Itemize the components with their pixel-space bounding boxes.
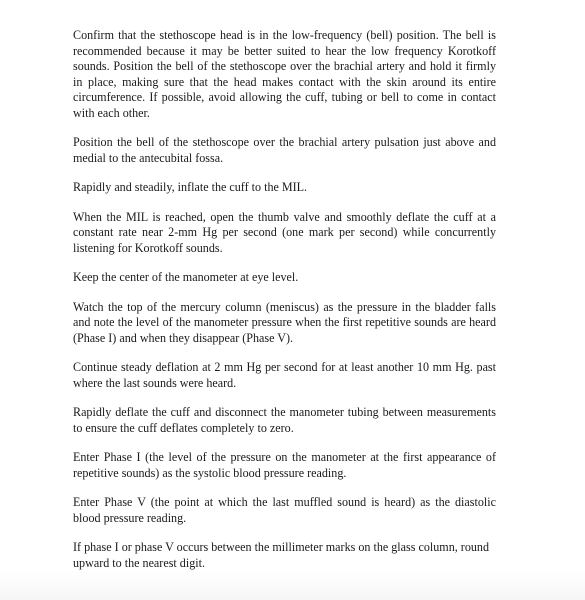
paragraph-inflate-cuff: Rapidly and steadily, inflate the cuff to the MIL.	[73, 180, 308, 194]
paragraph-stethoscope-bell: Confirm that the stethoscope head is in the low-frequency (bell) position. The bell is recommended because it may be better suited to hear the low frequency Korotkoff sounds. Position the bell of the stethoscope over the brachial artery and hold it firmly in place, making sure that the head makes contact with the skin around its entire circumference. If possible, avoid allowing the cuff, tubing or bell to come in contact with each other.	[73, 28, 496, 120]
paragraph-round-upward: If phase I or phase V occurs between the millimeter marks on the glass column, round upward to the nearest digit.	[73, 540, 490, 570]
paragraph-diastolic-reading: Enter Phase V (the point at which the last muffled sound is heard) as the diastolic blood pressure reading.	[73, 495, 496, 525]
paragraph-position-bell: Position the bell of the stethoscope over the brachial artery pulsation just above and medial to the antecubital fossa.	[73, 135, 496, 165]
paragraph-deflate-cuff: When the MIL is reached, open the thumb valve and smoothly deflate the cuff at a constant rate near 2-mm Hg per second (one mark per second) while concurrently listening for Korotkoff sounds.	[73, 209, 496, 255]
paragraph-continue-deflation: Continue steady deflation at 2 mm Hg per second for at least another 10 mm Hg. past where the last sounds were heard.	[73, 360, 496, 390]
paragraph-eye-level: Keep the center of the manometer at eye level.	[73, 270, 299, 284]
paragraph-watch-mercury: Watch the top of the mercury column (meniscus) as the pressure in the bladder falls and note the level of the manometer pressure when the first repetitive sounds are heard (Phase I) and when they disappear (Phase V).	[73, 299, 496, 345]
paragraph-systolic-reading: Enter Phase I (the level of the pressure on the manometer at the first appearance of repetitive sounds) as the systolic blood pressure reading.	[73, 450, 496, 480]
document-body	[73, 28, 496, 585]
paragraph-rapid-deflate: Rapidly deflate the cuff and disconnect the manometer tubing between measurements to ensure the cuff deflates completely to zero.	[73, 405, 496, 435]
